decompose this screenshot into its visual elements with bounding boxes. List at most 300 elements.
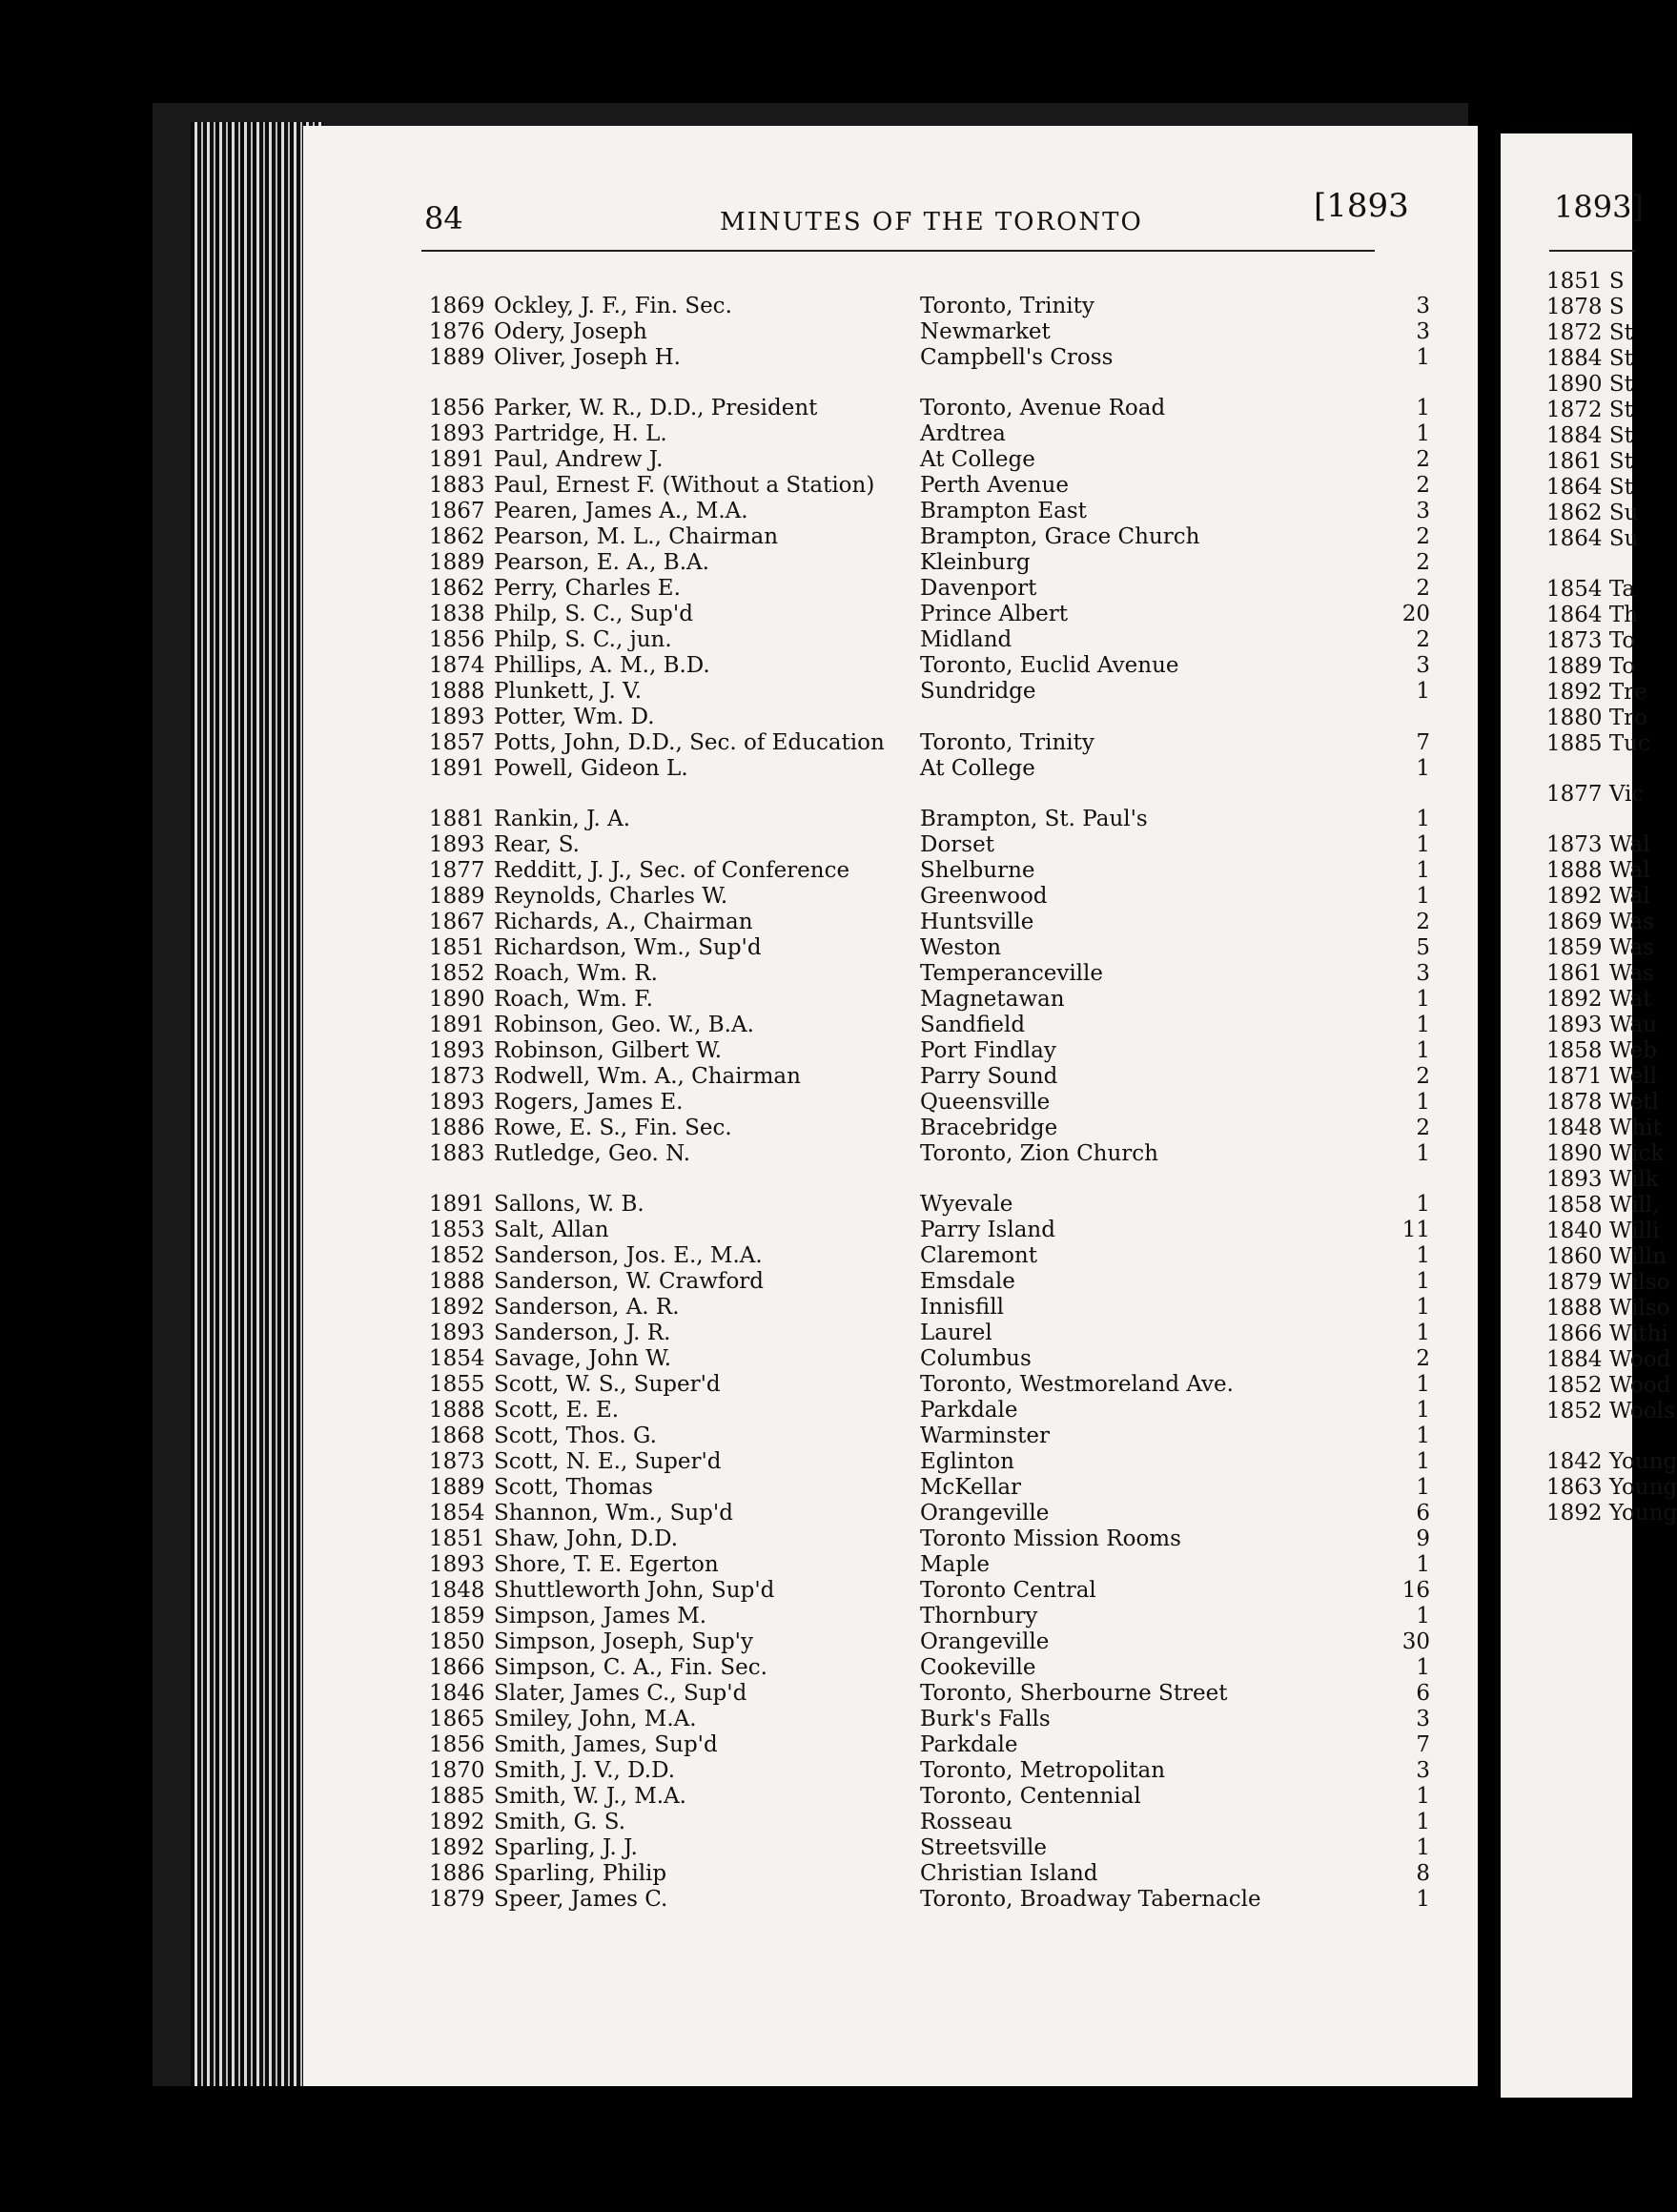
entry-year: 1852 — [429, 961, 485, 986]
entry-count: 1 — [1416, 832, 1430, 857]
entry-count: 2 — [1416, 576, 1430, 601]
entry-count: 1 — [1416, 1192, 1430, 1217]
entry-count: 1 — [1416, 1449, 1430, 1474]
entry-row — [429, 473, 1430, 498]
entry-year: 1892 — [429, 1810, 485, 1834]
entry-year: 1848 — [429, 1578, 485, 1603]
right-page-entry: 1893 Wilk — [1546, 1167, 1659, 1192]
right-page-entry: 1871 Well — [1546, 1064, 1657, 1089]
entry-row — [429, 987, 1430, 1012]
entry-name: Pearen, James A., M.A. — [494, 499, 748, 523]
entry-row — [429, 627, 1430, 652]
right-page-entry: 1873 Wal — [1546, 832, 1650, 857]
right-page-entry: 1840 Willi — [1546, 1219, 1660, 1243]
entry-name: Sparling, J. J. — [494, 1835, 638, 1860]
entry-station: Parry Sound — [920, 1064, 1058, 1089]
entry-station: Sandfield — [920, 1013, 1026, 1037]
entry-count: 1 — [1416, 1090, 1430, 1115]
entry-year: 1879 — [429, 1887, 485, 1912]
right-page-entry: 1892 Wat — [1546, 987, 1652, 1012]
entry-count: 2 — [1416, 447, 1430, 472]
entry-year: 1868 — [429, 1423, 485, 1448]
entry-count: 2 — [1416, 910, 1430, 934]
entry-year: 1888 — [429, 1398, 485, 1423]
entry-station: Rosseau — [920, 1810, 1012, 1834]
entry-count: 2 — [1416, 1116, 1430, 1140]
entry-year: 1881 — [429, 807, 485, 831]
entry-station: Brampton, St. Paul's — [920, 807, 1148, 831]
entry-count: 1 — [1416, 987, 1430, 1012]
entry-row — [429, 1038, 1430, 1063]
entry-row — [429, 832, 1430, 857]
entry-name: Parker, W. R., D.D., President — [494, 396, 818, 420]
entry-count: 2 — [1416, 1064, 1430, 1089]
entry-name: Reynolds, Charles W. — [494, 884, 728, 909]
entry-station: Orangeville — [920, 1629, 1050, 1654]
entry-year: 1867 — [429, 910, 485, 934]
entry-name: Salt, Allan — [494, 1218, 609, 1242]
entry-count: 1 — [1416, 1423, 1430, 1448]
entry-row — [429, 756, 1430, 781]
entry-station: Toronto, Centennial — [920, 1784, 1141, 1809]
entry-name: Perry, Charles E. — [494, 576, 681, 601]
entry-row — [429, 1861, 1430, 1886]
entry-count: 3 — [1416, 653, 1430, 678]
entry-row — [429, 1269, 1430, 1294]
entry-station: Shelburne — [920, 858, 1035, 883]
right-page-entry: 1858 Web — [1546, 1038, 1657, 1063]
right-page-entry: 1858 Will, — [1546, 1193, 1660, 1218]
entry-count: 2 — [1416, 1346, 1430, 1371]
entry-row — [429, 1552, 1430, 1577]
entry-year: 1856 — [429, 1732, 485, 1757]
entry-year: 1865 — [429, 1707, 485, 1731]
right-page-entry: 1860 Willn — [1546, 1244, 1667, 1269]
entry-count: 1 — [1416, 1372, 1430, 1397]
entry-year: 1891 — [429, 1013, 485, 1037]
right-page-entry: 1878 S — [1546, 295, 1625, 319]
entry-station: Toronto, Trinity — [920, 294, 1094, 318]
entry-row — [429, 576, 1430, 601]
entry-row — [429, 1835, 1430, 1860]
entry-station: Thornbury — [920, 1604, 1038, 1628]
entry-count: 1 — [1416, 1398, 1430, 1423]
entry-name: Plunkett, J. V. — [494, 679, 643, 704]
entry-count: 2 — [1416, 627, 1430, 652]
entry-station: Ardtrea — [920, 421, 1006, 446]
entry-name: Robinson, Gilbert W. — [494, 1038, 723, 1063]
entry-name: Scott, Thomas — [494, 1475, 653, 1500]
entry-count: 6 — [1416, 1501, 1430, 1526]
entry-station: Toronto, Avenue Road — [920, 396, 1166, 420]
right-page-entry: 1864 Th — [1546, 603, 1638, 627]
entry-row — [429, 1141, 1430, 1166]
entry-year: 1876 — [429, 319, 485, 344]
entry-station: Wyevale — [920, 1192, 1013, 1217]
entry-row — [429, 1604, 1430, 1628]
entry-station: Parry Island — [920, 1218, 1055, 1242]
entry-station: Toronto Mission Rooms — [920, 1526, 1181, 1551]
entry-count: 1 — [1416, 1552, 1430, 1577]
entry-row — [429, 1449, 1430, 1474]
entry-count: 6 — [1416, 1681, 1430, 1706]
entry-count: 1 — [1416, 1243, 1430, 1268]
entry-count: 11 — [1401, 1218, 1430, 1242]
entry-row — [429, 1655, 1430, 1680]
entry-row — [429, 319, 1430, 344]
entry-name: Simpson, James M. — [494, 1604, 707, 1628]
entry-year: 1851 — [429, 1526, 485, 1551]
entry-count: 1 — [1416, 756, 1430, 781]
entry-count: 20 — [1401, 602, 1430, 626]
right-page-entry: 1872 St — [1546, 398, 1633, 422]
entry-station: Toronto, Euclid Avenue — [920, 653, 1179, 678]
entry-count: 3 — [1416, 961, 1430, 986]
entry-name: Richardson, Wm., Sup'd — [494, 935, 762, 960]
entry-count: 9 — [1416, 1526, 1430, 1551]
entry-station: Weston — [920, 935, 1002, 960]
entry-name: Rowe, E. S., Fin. Sec. — [494, 1116, 732, 1140]
entry-year: 1873 — [429, 1064, 485, 1089]
entry-year: 1857 — [429, 730, 485, 755]
entry-name: Redditt, J. J., Sec. of Conference — [494, 858, 850, 883]
entry-count: 1 — [1416, 396, 1430, 420]
entry-year: 1852 — [429, 1243, 485, 1268]
entry-row — [429, 1295, 1430, 1320]
entry-row — [429, 345, 1430, 370]
entry-name: Smith, W. J., M.A. — [494, 1784, 686, 1809]
entry-row — [429, 1398, 1430, 1423]
entry-name: Speer, James C. — [494, 1887, 668, 1912]
entry-row — [429, 705, 1430, 729]
entry-count: 3 — [1416, 499, 1430, 523]
entry-station: Toronto, Trinity — [920, 730, 1094, 755]
entry-year: 1891 — [429, 1192, 485, 1217]
entry-station: Huntsville — [920, 910, 1034, 934]
entry-row — [429, 1475, 1430, 1500]
entry-station: Magnetawan — [920, 987, 1065, 1012]
entry-count: 1 — [1416, 1655, 1430, 1680]
entry-year: 1889 — [429, 345, 485, 370]
entry-name: Oliver, Joseph H. — [494, 345, 681, 370]
entry-station: Port Findlay — [920, 1038, 1056, 1063]
entry-row — [429, 679, 1430, 704]
entry-year: 1888 — [429, 1269, 485, 1294]
right-page-entry: 1892 Wal — [1546, 884, 1650, 909]
entry-name: Scott, Thos. G. — [494, 1423, 657, 1448]
entry-station: Cookeville — [920, 1655, 1036, 1680]
entry-name: Partridge, H. L. — [494, 421, 667, 446]
entry-row — [429, 1013, 1430, 1037]
entry-year: 1851 — [429, 935, 485, 960]
entry-name: Shore, T. E. Egerton — [494, 1552, 719, 1577]
entry-year: 1891 — [429, 447, 485, 472]
page-number: 84 — [424, 200, 463, 236]
entry-name: Rodwell, Wm. A., Chairman — [494, 1064, 801, 1089]
entry-station: Campbell's Cross — [920, 345, 1114, 370]
right-page-year: 1893] — [1554, 189, 1644, 225]
entry-name: Scott, W. S., Super'd — [494, 1372, 721, 1397]
entry-station: Innisfill — [920, 1295, 1004, 1320]
right-page-entry: 1862 Su — [1546, 501, 1639, 525]
right-page-entry: 1892 Young — [1546, 1501, 1677, 1526]
entry-count: 1 — [1416, 1013, 1430, 1037]
entry-row — [429, 1346, 1430, 1371]
entry-station: Brampton, Grace Church — [920, 524, 1200, 549]
entry-row — [429, 1707, 1430, 1731]
right-page-entry: 1884 Wood — [1546, 1347, 1671, 1372]
entry-station: Streetsville — [920, 1835, 1047, 1860]
entry-year: 1855 — [429, 1372, 485, 1397]
entry-count: 8 — [1416, 1861, 1430, 1886]
entry-year: 1854 — [429, 1501, 485, 1526]
entry-row — [429, 1784, 1430, 1809]
entry-station: Orangeville — [920, 1501, 1050, 1526]
entry-year: 1853 — [429, 1218, 485, 1242]
entry-station: Bracebridge — [920, 1116, 1058, 1140]
right-page-entry: 1852 Wood — [1546, 1373, 1671, 1398]
entry-row — [429, 294, 1430, 318]
entry-name: Sanderson, W. Crawford — [494, 1269, 765, 1294]
right-page-entry: 1859 Was — [1546, 935, 1655, 960]
entry-year: 1893 — [429, 1090, 485, 1115]
entry-station: Toronto, Broadway Tabernacle — [920, 1887, 1261, 1912]
entry-row — [429, 524, 1430, 549]
entry-count: 1 — [1416, 1604, 1430, 1628]
entry-year: 1850 — [429, 1629, 485, 1654]
entry-station: Toronto, Westmoreland Ave. — [920, 1372, 1234, 1397]
entry-row — [429, 884, 1430, 909]
entry-year: 1889 — [429, 884, 485, 909]
entry-year: 1846 — [429, 1681, 485, 1706]
entry-row — [429, 396, 1430, 420]
entry-name: Odery, Joseph — [494, 319, 647, 344]
entry-year: 1892 — [429, 1295, 485, 1320]
right-page-entry: 1892 Tre — [1546, 680, 1647, 705]
entry-count: 3 — [1416, 1758, 1430, 1783]
entry-count: 5 — [1416, 935, 1430, 960]
right-page-entry: 1861 Was — [1546, 961, 1655, 986]
entry-name: Pearson, E. A., B.A. — [494, 550, 709, 575]
entry-row — [429, 1090, 1430, 1115]
entry-row — [429, 1681, 1430, 1706]
entry-name: Roach, Wm. F. — [494, 987, 653, 1012]
right-page-entry: 1889 To — [1546, 654, 1636, 679]
entry-year: 1856 — [429, 627, 485, 652]
right-page-entry: 1893 Wau — [1546, 1013, 1658, 1037]
entry-row — [429, 1887, 1430, 1912]
entry-year: 1883 — [429, 473, 485, 498]
entry-count: 3 — [1416, 319, 1430, 344]
entry-row — [429, 858, 1430, 883]
right-page-entry: 1866 Withi — [1546, 1321, 1668, 1346]
entry-name: Sanderson, J. R. — [494, 1321, 671, 1345]
entry-year: 1893 — [429, 421, 485, 446]
entry-count: 1 — [1416, 1141, 1430, 1166]
entry-count: 1 — [1416, 858, 1430, 883]
right-page-entry: 1888 Wilso — [1546, 1296, 1670, 1321]
right-page-entry: 1864 Su — [1546, 526, 1639, 551]
right-page-entry: 1879 Wilso — [1546, 1270, 1670, 1295]
header-rule — [421, 250, 1375, 252]
entry-station: Kleinburg — [920, 550, 1031, 575]
entry-year: 1893 — [429, 705, 485, 729]
entry-station: Toronto, Metropolitan — [920, 1758, 1166, 1783]
entry-count: 1 — [1416, 884, 1430, 909]
entry-row — [429, 602, 1430, 626]
entry-station: Maple — [920, 1552, 990, 1577]
entry-row — [429, 1732, 1430, 1757]
entry-name: Smith, G. S. — [494, 1810, 626, 1834]
right-page-entry: 1884 St — [1546, 423, 1633, 448]
entry-station: Sundridge — [920, 679, 1036, 704]
entry-year: 1869 — [429, 294, 485, 318]
entry-row — [429, 807, 1430, 831]
entry-year: 1889 — [429, 1475, 485, 1500]
entry-name: Smith, J. V., D.D. — [494, 1758, 676, 1783]
entry-count: 1 — [1416, 807, 1430, 831]
right-page-entry: 1885 Tuc — [1546, 731, 1650, 756]
right-page-entry: 1880 Tro — [1546, 706, 1648, 730]
entry-station: McKellar — [920, 1475, 1022, 1500]
entry-count: 3 — [1416, 294, 1430, 318]
entry-station: Eglinton — [920, 1449, 1014, 1474]
entry-year: 1888 — [429, 679, 485, 704]
entry-station: Toronto Central — [920, 1578, 1096, 1603]
entry-count: 1 — [1416, 1810, 1430, 1834]
entry-count: 30 — [1401, 1629, 1430, 1654]
entry-station: Brampton East — [920, 499, 1087, 523]
right-page-entry: 1852 Wools — [1546, 1399, 1675, 1423]
right-page-entry: 1851 S — [1546, 269, 1625, 294]
entry-station: Laurel — [920, 1321, 992, 1345]
entry-name: Sanderson, A. R. — [494, 1295, 680, 1320]
entry-name: Sallons, W. B. — [494, 1192, 644, 1217]
entry-year: 1862 — [429, 524, 485, 549]
entry-name: Shannon, Wm., Sup'd — [494, 1501, 733, 1526]
entry-count: 1 — [1416, 345, 1430, 370]
entry-row — [429, 1372, 1430, 1397]
entry-count: 2 — [1416, 550, 1430, 575]
entry-name: Sparling, Philip — [494, 1861, 667, 1886]
entry-name: Philp, S. C., jun. — [494, 627, 672, 652]
entry-station: Emsdale — [920, 1269, 1015, 1294]
entry-row — [429, 550, 1430, 575]
entry-name: Savage, John W. — [494, 1346, 672, 1371]
entry-row — [429, 1423, 1430, 1448]
entry-name: Rogers, James E. — [494, 1090, 684, 1115]
right-page-entry: 1884 St — [1546, 346, 1633, 371]
entry-name: Potts, John, D.D., Sec. of Education — [494, 730, 885, 755]
entry-station: Perth Avenue — [920, 473, 1069, 498]
entry-count: 1 — [1416, 1835, 1430, 1860]
right-page-entry: 1869 Was — [1546, 910, 1655, 934]
entry-year: 1867 — [429, 499, 485, 523]
entry-row — [429, 1758, 1430, 1783]
entry-row — [429, 1192, 1430, 1217]
entry-name: Smiley, John, M.A. — [494, 1707, 697, 1731]
entry-name: Rutledge, Geo. N. — [494, 1141, 691, 1166]
entry-row — [429, 910, 1430, 934]
entry-station: Newmarket — [920, 319, 1051, 344]
entry-year: 1893 — [429, 1321, 485, 1345]
entry-count: 1 — [1416, 1321, 1430, 1345]
entry-station: Parkdale — [920, 1398, 1018, 1423]
entry-name: Rear, S. — [494, 832, 580, 857]
entry-name: Simpson, C. A., Fin. Sec. — [494, 1655, 767, 1680]
right-page-entry: 1854 Ta — [1546, 577, 1636, 602]
entry-year: 1886 — [429, 1861, 485, 1886]
right-page-entry: 1878 Wetl — [1546, 1090, 1659, 1115]
right-page-entry: 1863 Young — [1546, 1475, 1677, 1500]
entry-count: 3 — [1416, 1707, 1430, 1731]
entry-row — [429, 1578, 1430, 1603]
entry-row — [429, 1526, 1430, 1551]
entry-station: Claremont — [920, 1243, 1037, 1268]
entry-station: Midland — [920, 627, 1012, 652]
entry-year: 1893 — [429, 832, 485, 857]
entry-station: Davenport — [920, 576, 1037, 601]
entry-year: 1893 — [429, 1552, 485, 1577]
entry-count: 1 — [1416, 1475, 1430, 1500]
entry-station: Greenwood — [920, 884, 1048, 909]
entry-station: Warminster — [920, 1423, 1050, 1448]
entry-row — [429, 1116, 1430, 1140]
entry-year: 1886 — [429, 1116, 485, 1140]
right-page-rule — [1549, 250, 1635, 252]
right-page-entry: 1888 Wal — [1546, 858, 1650, 883]
right-page-entry: 1877 Vic — [1546, 782, 1645, 807]
entry-name: Scott, E. E. — [494, 1398, 620, 1423]
entry-station: Toronto, Zion Church — [920, 1141, 1158, 1166]
entry-name: Roach, Wm. R. — [494, 961, 658, 986]
right-page-entry: 1873 To — [1546, 628, 1636, 653]
entry-year: 1862 — [429, 576, 485, 601]
entry-station: Parkdale — [920, 1732, 1018, 1757]
entry-name: Paul, Ernest F. (Without a Station) — [494, 473, 875, 498]
entry-count: 1 — [1416, 1295, 1430, 1320]
entry-row — [429, 653, 1430, 678]
entry-name: Philp, S. C., Sup'd — [494, 602, 693, 626]
entry-name: Slater, James C., Sup'd — [494, 1681, 747, 1706]
entry-row — [429, 1321, 1430, 1345]
entry-name: Simpson, Joseph, Sup'y — [494, 1629, 753, 1654]
entry-year: 1859 — [429, 1604, 485, 1628]
entry-row — [429, 1243, 1430, 1268]
entry-station: At College — [920, 756, 1035, 781]
entry-row — [429, 961, 1430, 986]
entry-row — [429, 447, 1430, 472]
entry-name: Richards, A., Chairman — [494, 910, 753, 934]
entry-count: 1 — [1416, 679, 1430, 704]
entry-year: 1866 — [429, 1655, 485, 1680]
entry-station: Temperanceville — [920, 961, 1103, 986]
entry-row — [429, 1501, 1430, 1526]
entry-name: Rankin, J. A. — [494, 807, 631, 831]
entry-count: 2 — [1416, 473, 1430, 498]
right-page-entry: 1842 Young — [1546, 1449, 1677, 1474]
entry-count: 1 — [1416, 1784, 1430, 1809]
entry-count: 1 — [1416, 1887, 1430, 1912]
entry-name: Sanderson, Jos. E., M.A. — [494, 1243, 763, 1268]
entry-name: Paul, Andrew J. — [494, 447, 664, 472]
entry-count: 1 — [1416, 1269, 1430, 1294]
entry-count: 7 — [1416, 1732, 1430, 1757]
entry-year: 1874 — [429, 653, 485, 678]
entry-year: 1877 — [429, 858, 485, 883]
entry-year: 1854 — [429, 1346, 485, 1371]
entry-year: 1891 — [429, 756, 485, 781]
